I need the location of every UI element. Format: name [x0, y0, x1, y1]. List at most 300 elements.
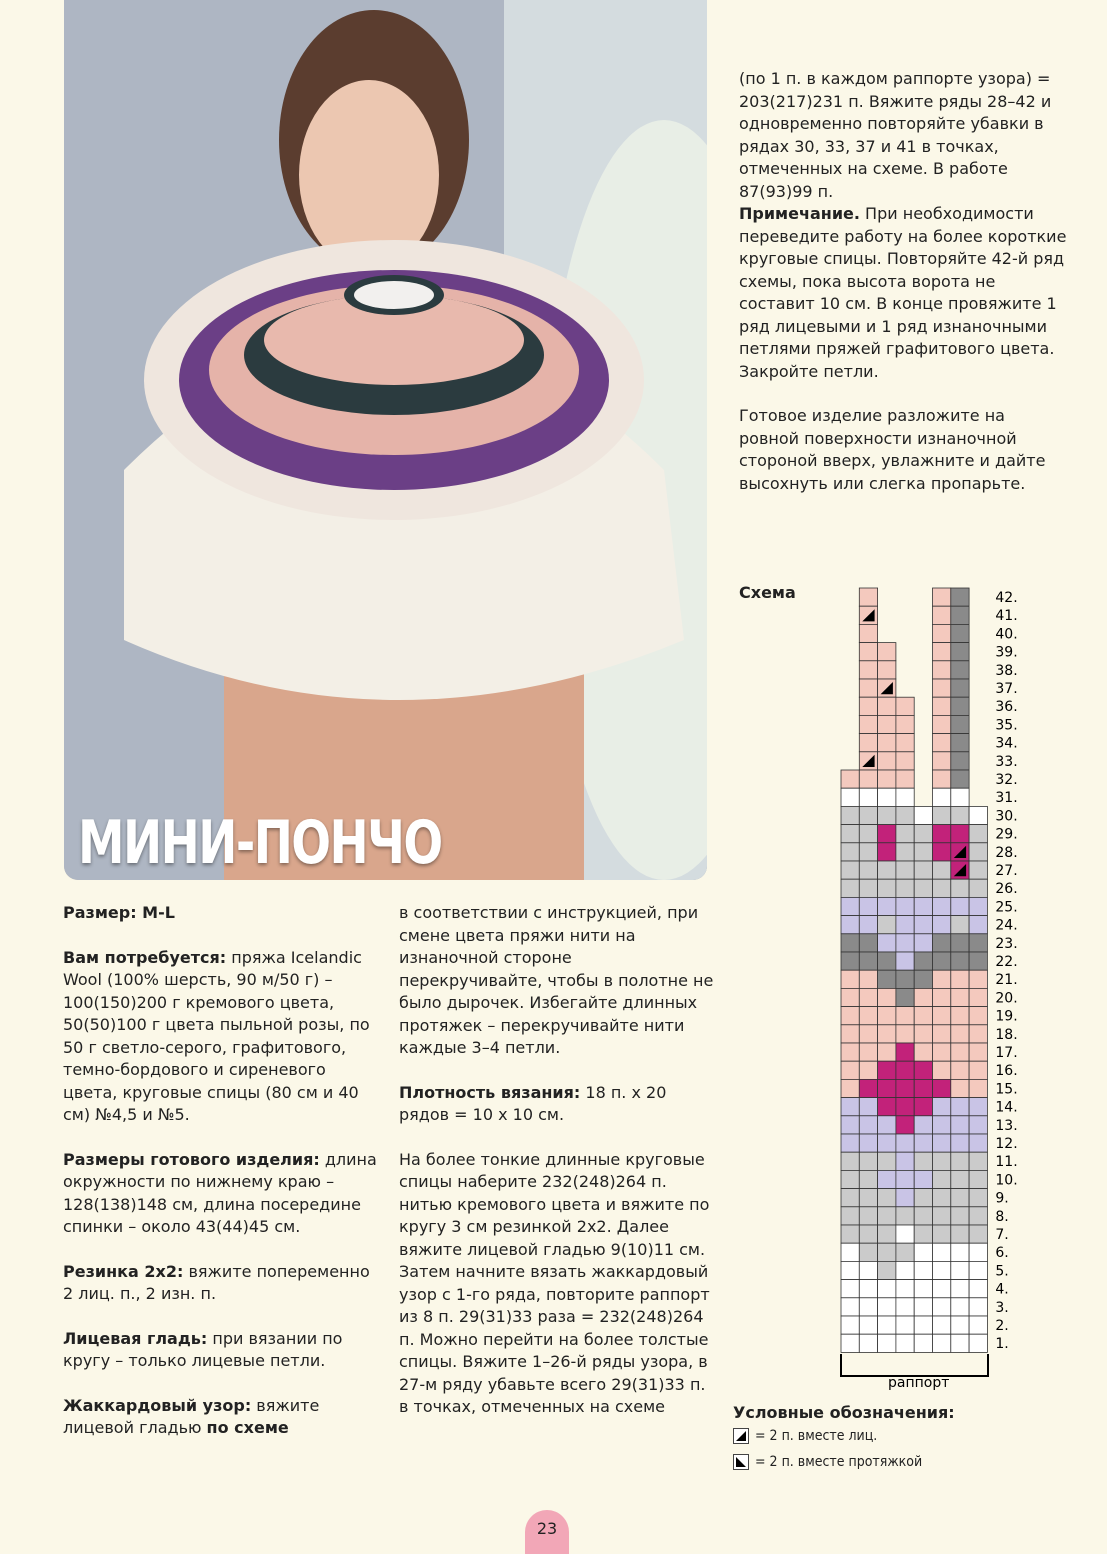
chart-cell [951, 770, 969, 788]
row-number: 29. [995, 826, 1018, 843]
chart-cell [878, 1116, 896, 1134]
chart-cell [933, 734, 951, 752]
row-number: 18. [995, 1026, 1018, 1043]
chart-cell [841, 897, 859, 915]
row-number: 11. [995, 1154, 1018, 1171]
chart-cell [969, 934, 987, 952]
chart-cell [914, 1298, 932, 1316]
chart-cell [878, 788, 896, 806]
chart-cell [841, 1243, 859, 1261]
chart-cell [896, 1298, 914, 1316]
chart-cell [951, 806, 969, 824]
row-number: 30. [995, 808, 1018, 825]
paragraph [63, 1395, 383, 1440]
chart-cell [951, 1243, 969, 1261]
chart-cell [969, 1334, 987, 1352]
chart-cell [969, 1225, 987, 1243]
chart-cell [878, 952, 896, 970]
chart-cell [859, 1316, 877, 1334]
chart-cell [969, 1189, 987, 1207]
chart-cell [878, 806, 896, 824]
chart-cell [896, 770, 914, 788]
row-number: 23. [995, 935, 1018, 952]
dims-label: Размеры готового изделия: [63, 1149, 320, 1169]
row-number: 31. [995, 790, 1018, 807]
chart-cell [896, 825, 914, 843]
chart-cell [951, 788, 969, 806]
chart-cell [859, 1098, 877, 1116]
row-number: 12. [995, 1136, 1018, 1152]
chart-cell [859, 624, 877, 642]
row-number: 40. [995, 626, 1018, 643]
chart-cell [859, 916, 877, 934]
chart-cell [969, 1152, 987, 1170]
row-number: 5. [995, 1263, 1009, 1280]
chart-cell [896, 1134, 914, 1152]
row-number: 8. [995, 1208, 1009, 1225]
density-label: Плотность вязания: [399, 1082, 581, 1102]
chart-cell [841, 970, 859, 988]
chart-cell [933, 843, 951, 861]
size-value: M-L [136, 903, 175, 922]
chart-cell [841, 1152, 859, 1170]
chart-cell [878, 1007, 896, 1025]
chart-cell [859, 1243, 877, 1261]
chart-cell [951, 1007, 969, 1025]
chart-cell [914, 1280, 932, 1298]
chart-cell [914, 879, 932, 897]
legend-k2tog [733, 1428, 877, 1444]
chart-cell [914, 1316, 932, 1334]
chart-cell [878, 1189, 896, 1207]
rib-text: вяжите попеременно 2 лиц. п., 2 изн. п. [63, 1261, 370, 1303]
chart-cell [878, 843, 896, 861]
chart-cell [969, 1298, 987, 1316]
chart-cell [951, 1170, 969, 1188]
chart-cell [859, 1134, 877, 1152]
chart-cell [933, 806, 951, 824]
chart-cell [969, 1280, 987, 1298]
chart-cell [859, 1280, 877, 1298]
chart-cell [933, 1134, 951, 1152]
chart-cell [841, 1098, 859, 1116]
paragraph: (по 1 п. в каждом раппорте узора) = 203(217)231 п. Вяжите ряды 28–42 и одновременно повторяйте убавки в рядах 30, 33, 37 и 41 в точках, отмеченных на схеме. В работе 87(93)99 п. [739, 69, 1052, 201]
chart-cell [951, 1061, 969, 1079]
row-number: 22. [995, 954, 1018, 970]
chart-cell [841, 1225, 859, 1243]
paragraph [63, 947, 383, 1127]
chart-cell [969, 897, 987, 915]
chart-cell [969, 1243, 987, 1261]
chart-cell [914, 1334, 932, 1352]
chart-cell [914, 1043, 932, 1061]
paragraph [63, 902, 383, 925]
note-label: Примечание. [739, 204, 860, 223]
chart-cell [951, 1134, 969, 1152]
row-number: 42. [995, 590, 1018, 606]
chart-cell [951, 1334, 969, 1352]
chart-cell [951, 1280, 969, 1298]
knitting-chart [838, 584, 1038, 1394]
chart-cell [878, 1261, 896, 1279]
row-number: 13. [995, 1117, 1018, 1134]
chart-cell [896, 1334, 914, 1352]
row-number: 4. [995, 1281, 1009, 1298]
chart-cell [878, 1280, 896, 1298]
chart-cell [859, 1298, 877, 1316]
chart-cell [951, 1043, 969, 1061]
paragraph [63, 1149, 383, 1239]
legend-ssk-text: = 2 п. вместе протяжкой [755, 1454, 923, 1470]
chart-cell [914, 934, 932, 952]
chart-cell [933, 624, 951, 642]
chart-cell [951, 861, 969, 879]
chart-cell [859, 825, 877, 843]
chart-cell [878, 752, 896, 770]
row-number: 1. [995, 1336, 1009, 1353]
chart-cell [896, 952, 914, 970]
chart-cell [914, 1207, 932, 1225]
chart-cell [933, 1334, 951, 1352]
text-column-right [739, 68, 1069, 517]
chart-cell [951, 988, 969, 1006]
chart-cell [841, 1170, 859, 1188]
chart-cell [914, 825, 932, 843]
chart-cell [914, 843, 932, 861]
photo-title: МИНИ-ПОНЧО [78, 808, 442, 878]
chart-cell [896, 970, 914, 988]
chart-cell [878, 643, 896, 661]
chart-cell [933, 1098, 951, 1116]
chart-cell [933, 1025, 951, 1043]
chart-cell [969, 879, 987, 897]
need-label: Вам потребуется: [63, 947, 227, 967]
chart-cell [896, 788, 914, 806]
chart-cell [859, 879, 877, 897]
chart-cell [969, 1134, 987, 1152]
text-column-middle [399, 902, 719, 1441]
chart-cell [933, 970, 951, 988]
chart-cell [951, 606, 969, 624]
repeat-label: раппорт [888, 1375, 950, 1391]
repeat-bracket [841, 1354, 988, 1376]
chart-cell [896, 752, 914, 770]
chart-cell [896, 715, 914, 733]
chart-cell [859, 734, 877, 752]
chart-cell [841, 1207, 859, 1225]
chart-cell [878, 1061, 896, 1079]
chart-cell [896, 1025, 914, 1043]
chart-cell [841, 1061, 859, 1079]
chart-cell [859, 952, 877, 970]
row-number: 6. [995, 1245, 1009, 1262]
chart-grid [841, 588, 987, 1352]
chart-cell [896, 1280, 914, 1298]
chart-cell [859, 1079, 877, 1097]
chart-cell [951, 643, 969, 661]
note-text: При необходимости переведите работу на более короткие круговые спицы. Повторяйте 42-й ряд схемы, пока высота ворота не составит 10 см. В конце провяжите 1 ряд лицевыми и 1 ряд изнаночными петлями пряжей графитового цвета. Закройте петли. [739, 204, 1067, 381]
chart-cell [859, 697, 877, 715]
jacquard-text: вяжите лицевой гладью [63, 1395, 320, 1437]
chart-cell [951, 897, 969, 915]
chart-cell [951, 952, 969, 970]
chart-cell [933, 1243, 951, 1261]
chart-cell [896, 879, 914, 897]
chart-cell [933, 1061, 951, 1079]
chart-cell [933, 679, 951, 697]
k2tog-icon [733, 1428, 749, 1444]
chart-cell [878, 1134, 896, 1152]
paragraph: в соответствии с инструкцией, при смене цвета пряжи нити на изнаночной стороне перекручивайте, чтобы в полотне не было дырочек. Избегайте длинных протяжек – перекручивайте нити каждые 3–4 петли. [399, 903, 714, 1057]
chart-cell [859, 788, 877, 806]
chart-cell [841, 825, 859, 843]
chart-cell [914, 1189, 932, 1207]
chart-cell [933, 770, 951, 788]
paragraph [739, 203, 1069, 383]
chart-cell [933, 1298, 951, 1316]
chart-cell [878, 770, 896, 788]
chart-cell [841, 843, 859, 861]
chart-cell [859, 934, 877, 952]
chart-cell [878, 879, 896, 897]
paragraph: На более тонкие длинные круговые спицы наберите 232(248)264 п. нитью кремового цвета и вяжите по кругу 3 см резинкой 2x2. Далее вяжите лицевой гладью 9(10)11 см. Затем начните вязать жаккардовый узор с 1-го ряда, повторите раппорт из 8 п. 29(31)33 раза = 232(248)264 п. Можно перейти на более толстые спицы. Вяжите 1–26-й ряды узора, в 27-м ряду убавьте всего 29(31)33 п. в точках, отмеченных на схеме [399, 1149, 710, 1416]
chart-cell [896, 897, 914, 915]
chart-cell [896, 1007, 914, 1025]
chart-cell [951, 916, 969, 934]
chart-cell [933, 1316, 951, 1334]
chart-cell [841, 1043, 859, 1061]
chart-cell [896, 1170, 914, 1188]
chart-cell [859, 1189, 877, 1207]
chart-cell [951, 1261, 969, 1279]
chart-cell [878, 1334, 896, 1352]
chart-cell [914, 1225, 932, 1243]
chart-cell [859, 1061, 877, 1079]
chart-cell [878, 661, 896, 679]
chart-cell [969, 1316, 987, 1334]
chart-cell [859, 970, 877, 988]
chart-cell [969, 988, 987, 1006]
chart-cell [969, 1261, 987, 1279]
row-number: 17. [995, 1045, 1018, 1061]
chart-cell [896, 697, 914, 715]
chart-cell [951, 715, 969, 733]
chart-cell [969, 1043, 987, 1061]
chart-cell [933, 1007, 951, 1025]
chart-cell [841, 1007, 859, 1025]
chart-cell [878, 1079, 896, 1097]
chart-cell [933, 1043, 951, 1061]
legend-k2tog-text: = 2 п. вместе лиц. [755, 1428, 878, 1444]
row-number: 19. [995, 1008, 1018, 1025]
chart-cell [933, 752, 951, 770]
chart-cell [878, 1098, 896, 1116]
chart-cell [951, 879, 969, 897]
chart-cell [841, 1134, 859, 1152]
chart-cell [914, 1098, 932, 1116]
row-number: 41. [995, 608, 1018, 625]
stockinette-label: Лицевая гладь: [63, 1328, 208, 1348]
chart-cell [841, 770, 859, 788]
chart-cell [841, 861, 859, 879]
chart-cell [914, 1134, 932, 1152]
chart-cell [878, 715, 896, 733]
chart-cell [841, 788, 859, 806]
chart-cell [859, 806, 877, 824]
chart-cell [914, 1116, 932, 1134]
chart-cell [951, 1189, 969, 1207]
chart-cell [914, 1243, 932, 1261]
need-text: пряжа Icelandic Wool (100% шерсть, 90 м/50 г) – 100(150)200 г кремового цвета, 50(50)100 г цвета пыльной розы, по 50 г светло-серого, графитового, темно-бордового и сиреневого цвета, круговые спицы (80 см и 40 см) №4,5 и №5. [63, 947, 370, 1124]
chart-cell [859, 1152, 877, 1170]
chart-cell [859, 1334, 877, 1352]
chart-cell [859, 1043, 877, 1061]
chart-cell [878, 934, 896, 952]
chart-cell [878, 897, 896, 915]
row-number: 10. [995, 1172, 1018, 1189]
chart-cell [933, 697, 951, 715]
chart-cell [951, 1152, 969, 1170]
chart-cell [951, 679, 969, 697]
chart-cell [859, 643, 877, 661]
chart-cell [951, 1098, 969, 1116]
chart-cell [841, 1189, 859, 1207]
chart-cell [878, 1207, 896, 1225]
chart-cell [878, 1043, 896, 1061]
chart-cell [969, 825, 987, 843]
chart-cell [859, 1170, 877, 1188]
row-number: 9. [995, 1190, 1009, 1207]
chart-cell [951, 970, 969, 988]
jacquard-bold: по схеме [206, 1418, 289, 1437]
chart-cell [859, 661, 877, 679]
chart-cell [933, 879, 951, 897]
chart-cell [933, 1189, 951, 1207]
row-number: 27. [995, 863, 1018, 879]
row-number: 39. [995, 644, 1018, 661]
chart-cell [914, 1079, 932, 1097]
row-number: 34. [995, 735, 1018, 752]
chart-cell [951, 697, 969, 715]
paragraph: Готовое изделие разложите на ровной поверхности изнаночной стороной вверх, увлажните и дайте высохнуть или слегка пропарьте. [739, 406, 1046, 493]
chart-cell [896, 806, 914, 824]
chart-cell [914, 1007, 932, 1025]
chart-cell [914, 1061, 932, 1079]
chart-cell [878, 1298, 896, 1316]
stockinette-text: при вязании по кругу – только лицевые петли. [63, 1328, 343, 1370]
row-number: 15. [995, 1081, 1018, 1098]
chart-cell [914, 970, 932, 988]
chart-cell [933, 934, 951, 952]
chart-cell [951, 624, 969, 642]
chart-cell [896, 1098, 914, 1116]
chart-cell [878, 1025, 896, 1043]
chart-cell [896, 916, 914, 934]
chart-cell [933, 643, 951, 661]
chart-cell [859, 1116, 877, 1134]
chart-cell [933, 1152, 951, 1170]
chart-cell [951, 934, 969, 952]
chart-cell [933, 988, 951, 1006]
row-number: 21. [995, 972, 1018, 989]
chart-cell [969, 1025, 987, 1043]
chart-cell [969, 1098, 987, 1116]
chart-cell [933, 1116, 951, 1134]
chart-cell [896, 934, 914, 952]
chart-cell [841, 879, 859, 897]
chart-cell [969, 806, 987, 824]
chart-cell [933, 861, 951, 879]
chart-cell [841, 1079, 859, 1097]
chart-cell [878, 697, 896, 715]
chart-cell [878, 1170, 896, 1188]
chart-cell [951, 588, 969, 606]
chart-cell [878, 916, 896, 934]
chart-cell [841, 1025, 859, 1043]
chart-cell [841, 1116, 859, 1134]
chart-cell [933, 661, 951, 679]
chart-cell [859, 1007, 877, 1025]
chart-cell [933, 606, 951, 624]
chart-cell [841, 806, 859, 824]
row-number: 2. [995, 1318, 1009, 1334]
jacquard-label: Жаккардовый узор: [63, 1395, 252, 1415]
row-number: 24. [995, 917, 1018, 934]
chart-cell [859, 752, 877, 770]
chart-cell [878, 679, 896, 697]
chart-cell [841, 1298, 859, 1316]
dims-text: длина окружности по нижнему краю – 128(138)148 см, длина посередине спинки – около 43(44)45 см. [63, 1149, 377, 1236]
chart-cell [859, 679, 877, 697]
chart-cell [914, 1261, 932, 1279]
chart-cell [951, 661, 969, 679]
chart-cell [841, 952, 859, 970]
chart-cell [878, 1152, 896, 1170]
chart-cell [914, 988, 932, 1006]
chart-cell [878, 825, 896, 843]
chart-cell [933, 788, 951, 806]
density-text: 18 п. х 20 рядов = 10 х 10 см. [399, 1082, 667, 1124]
chart-cell [859, 861, 877, 879]
schema-label: Схема [739, 583, 796, 602]
chart-cell [896, 1043, 914, 1061]
chart-cell [841, 1280, 859, 1298]
paragraph [63, 1328, 383, 1373]
chart-cell [896, 1225, 914, 1243]
paragraph [399, 1082, 719, 1127]
chart-cell [951, 1316, 969, 1334]
chart-cell [969, 1007, 987, 1025]
row-number: 25. [995, 899, 1018, 916]
chart-cell [896, 1079, 914, 1097]
chart-cell [859, 988, 877, 1006]
legend-ssk [733, 1454, 922, 1470]
text-column-left [63, 902, 383, 1462]
chart-cell [969, 1079, 987, 1097]
chart-cell [933, 1261, 951, 1279]
chart-cell [914, 861, 932, 879]
legend-title: Условные обозначения: [733, 1403, 955, 1422]
row-number: 36. [995, 699, 1018, 716]
row-number: 7. [995, 1227, 1009, 1243]
row-number: 14. [995, 1099, 1018, 1116]
chart-cell [878, 970, 896, 988]
row-number: 26. [995, 881, 1018, 898]
chart-cell [841, 988, 859, 1006]
chart-cell [933, 1280, 951, 1298]
chart-cell [933, 1079, 951, 1097]
row-number: 37. [995, 681, 1018, 697]
